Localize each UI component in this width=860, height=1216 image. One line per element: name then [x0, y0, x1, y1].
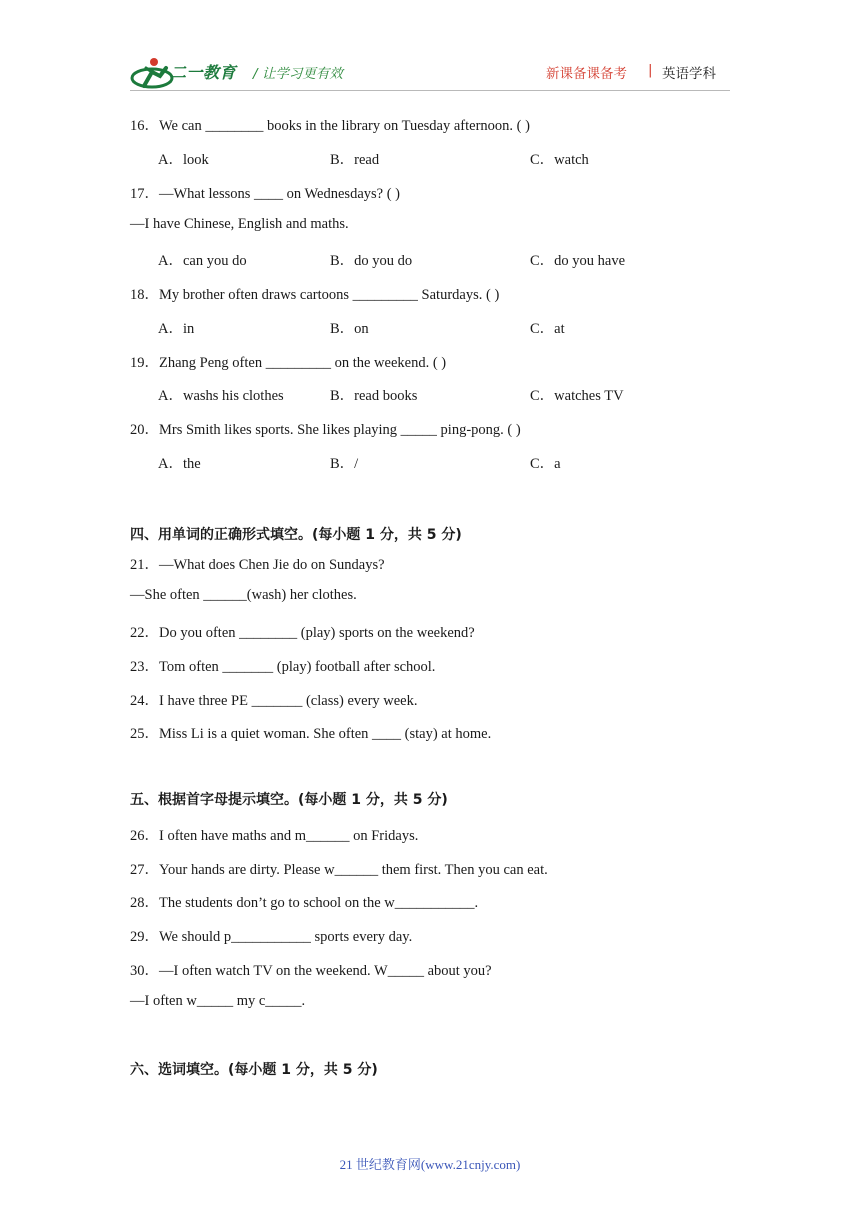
question-30: 30．—I often watch TV on the weekend. W_____ about you? [130, 963, 492, 979]
section-6-title: 六、选词填空。(每小题 1 分，共 5 分) [130, 1062, 378, 1078]
section-4-title: 四、用单词的正确形式填空。(每小题 1 分，共 5 分) [130, 527, 462, 543]
q20-option-a: A．the [158, 456, 201, 472]
header-subject: 英语学科 [662, 66, 716, 82]
question-19: 19．Zhang Peng often _________ on the weekend. ( ) [130, 355, 447, 371]
header-rule [130, 90, 730, 91]
q16-option-a: A．look [158, 152, 209, 168]
question-21-response: —She often ______(wash) her clothes. [130, 587, 357, 603]
header-separator: | [648, 62, 653, 78]
question-17-response: —I have Chinese, English and maths. [130, 216, 349, 232]
question-29: 29．We should p___________ sports every day. [130, 929, 413, 945]
q17-option-c: C．do you have [530, 253, 626, 269]
logo-text: 二一教育 [170, 63, 237, 82]
q19-option-b: B．read books [330, 388, 418, 404]
question-24: 24．I have three PE _______ (class) every week. [130, 693, 418, 709]
q19-option-a: A．washs his clothes [158, 388, 284, 404]
q16-option-c: C．watch [530, 152, 589, 168]
question-20: 20．Mrs Smith likes sports. She likes playing _____ ping-pong. ( ) [130, 422, 521, 438]
question-21: 21．—What does Chen Jie do on Sundays? [130, 557, 385, 573]
question-27: 27．Your hands are dirty. Please w______ them first. Then you can eat. [130, 862, 548, 878]
question-16: 16．We can ________ books in the library on Tuesday afternoon. ( ) [130, 118, 530, 134]
q19-option-c: C．watches TV [530, 388, 624, 404]
q18-option-c: C．at [530, 321, 565, 337]
header-tagline: 新课备课备考 [546, 66, 627, 82]
q16-option-b: B．read [330, 152, 380, 168]
question-25: 25．Miss Li is a quiet woman. She often ____ (stay) at home. [130, 726, 492, 742]
question-23: 23．Tom often _______ (play) football after school. [130, 659, 436, 675]
page-footer: 21 世纪教育网(www.21cnjy.com) [339, 1157, 521, 1172]
q18-option-a: A．in [158, 321, 195, 337]
question-28: 28．The students don’t go to school on the w___________. [130, 895, 479, 911]
header-slogan: / 让学习更有效 [253, 66, 343, 82]
q17-option-a: A．can you do [158, 253, 247, 269]
question-17: 17．—What lessons ____ on Wednesdays? ( ) [130, 186, 400, 202]
q20-option-b: B．/ [330, 456, 359, 472]
question-18: 18．My brother often draws cartoons _________ Saturdays. ( ) [130, 287, 500, 303]
question-22: 22．Do you often ________ (play) sports on the weekend? [130, 625, 475, 641]
page-header [0, 0, 860, 100]
q20-option-c: C．a [530, 456, 561, 472]
q17-option-b: B．do you do [330, 253, 413, 269]
question-26: 26．I often have maths and m______ on Fridays. [130, 828, 419, 844]
q18-option-b: B．on [330, 321, 369, 337]
question-30-response: —I often w_____ my c_____. [130, 993, 306, 1009]
section-5-title: 五、根据首字母提示填空。(每小题 1 分，共 5 分) [130, 792, 448, 808]
